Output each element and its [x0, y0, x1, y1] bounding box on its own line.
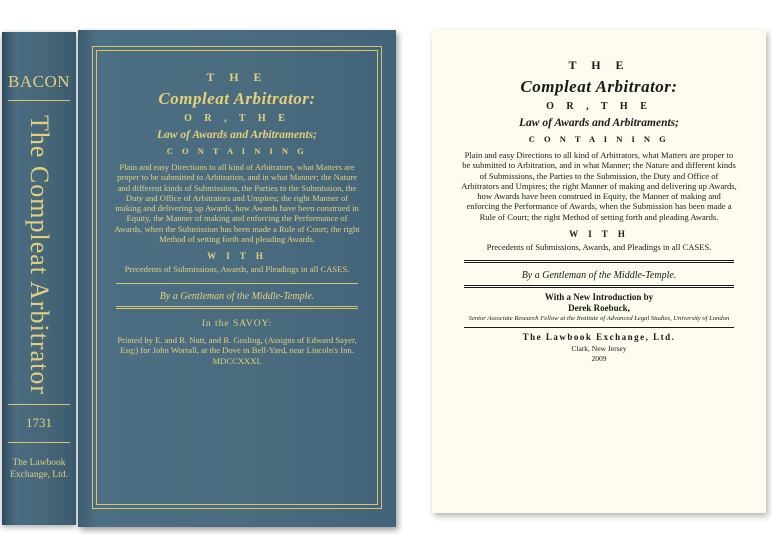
cover-rule-2: [116, 306, 358, 309]
page-title-block: [460, 58, 738, 363]
spine-publisher: [2, 457, 76, 481]
cover-printed: Printed by E. and R. Nutt, and R. Gosling, (Assigns of Edward Sayer, Esq;) for John Worrall, at the Dove in Bell-Yard, near Lincoln's Inn. MDCCXXXI.: [117, 334, 357, 366]
cover-main-title: Compleat Arbitrator:: [158, 89, 316, 108]
page-or-the: O R , T H E: [546, 101, 652, 112]
spine-rule-top: [8, 100, 70, 101]
page-rule-3: [464, 327, 734, 328]
spine-author: BACON: [7, 72, 70, 91]
cover-savoy: In the SAVOY:: [201, 318, 273, 329]
page-rule-1: [464, 260, 734, 263]
spine-title-box: [15, 110, 63, 400]
page-containing: C O N T A I N I N G: [528, 134, 670, 144]
spine-rule-bottom: [8, 442, 70, 443]
page-law-line: Law of Awards and Arbitraments;: [519, 117, 679, 129]
spine-publisher-line1: The Lawbook: [12, 458, 66, 468]
page-intro: With a New Introduction by: [544, 292, 654, 303]
page-description: Plain and easy Directions to all kind of Arbitrators, what Matters are proper to be submitted to Arbitration, and in what Manner; the Nature and different kinds of Submissions, the Parties to the Submission, the Duty and Office of Arbitrators and Umpires; the right Manner of making and delivering up Awards, how Awards have been construed in Equity, the Manner of making and enforcing the Performance of Awards, when the Submission has been made a Rule of Court; the right Method of setting forth and pleading Awards.: [461, 150, 737, 222]
cover-law-line: Law of Awards and Arbitraments;: [157, 129, 317, 141]
cover-containing: C O N T A I N I N G: [166, 146, 308, 156]
spine-rule-middle: [8, 404, 70, 405]
page-main-title: Compleat Arbitrator:: [520, 77, 678, 96]
page-gentleman: By a Gentleman of the Middle-Temple.: [521, 270, 677, 282]
page-affiliation: Senior Associate Research Fellow at the Institute of Advanced Legal Studies, University of London: [468, 315, 730, 323]
cover-or-the: O R , T H E: [184, 113, 290, 124]
spine-publisher-line2: Exchange, Ltd.: [10, 470, 68, 480]
spine-year: 1731: [26, 415, 52, 430]
page-place: Clark, New Jersey: [571, 344, 627, 354]
page-precedents: Precedents of Submissions, Awards, and Pleadings in all CASES.: [486, 242, 712, 253]
cover-gentleman: By a Gentleman of the Middle-Temple.: [159, 290, 315, 302]
page-with: W I T H: [569, 229, 629, 240]
cover-title-block: [112, 70, 362, 366]
title-page: [432, 30, 766, 513]
page-the: T H E: [568, 58, 630, 72]
cover-precedents: Precedents of Submissions, Awards, and Pleadings in all CASES.: [124, 264, 350, 275]
page-year: 2009: [591, 354, 607, 364]
spine-title: The Compleat Arbitrator: [25, 114, 55, 396]
cover-description: Plain and easy Directions to all kind of Arbitrators, what Matters are proper to be submitted to Arbitration, and in what Manner; the Nature and different kinds of Submissions, the Parties to the Submission, the Duty and Office of Arbitrators and Umpires; the right Manner of making and delivering up Awards, how Awards have been construed in Equity, the Manner of making and enforcing the Performance of Awards, when the Submission has been made a Rule of Court; the right Method of setting forth and pleading Awards.: [114, 162, 360, 245]
book-spine: [2, 32, 76, 525]
front-cover: [78, 30, 396, 527]
cover-the: T H E: [206, 70, 268, 84]
page-publisher: The Lawbook Exchange, Ltd.: [522, 332, 676, 343]
page-editor: Derek Roebuck,: [568, 303, 630, 314]
cover-with: W I T H: [207, 251, 267, 262]
page-rule-2: [464, 285, 734, 288]
cover-rule-1: [116, 283, 358, 284]
